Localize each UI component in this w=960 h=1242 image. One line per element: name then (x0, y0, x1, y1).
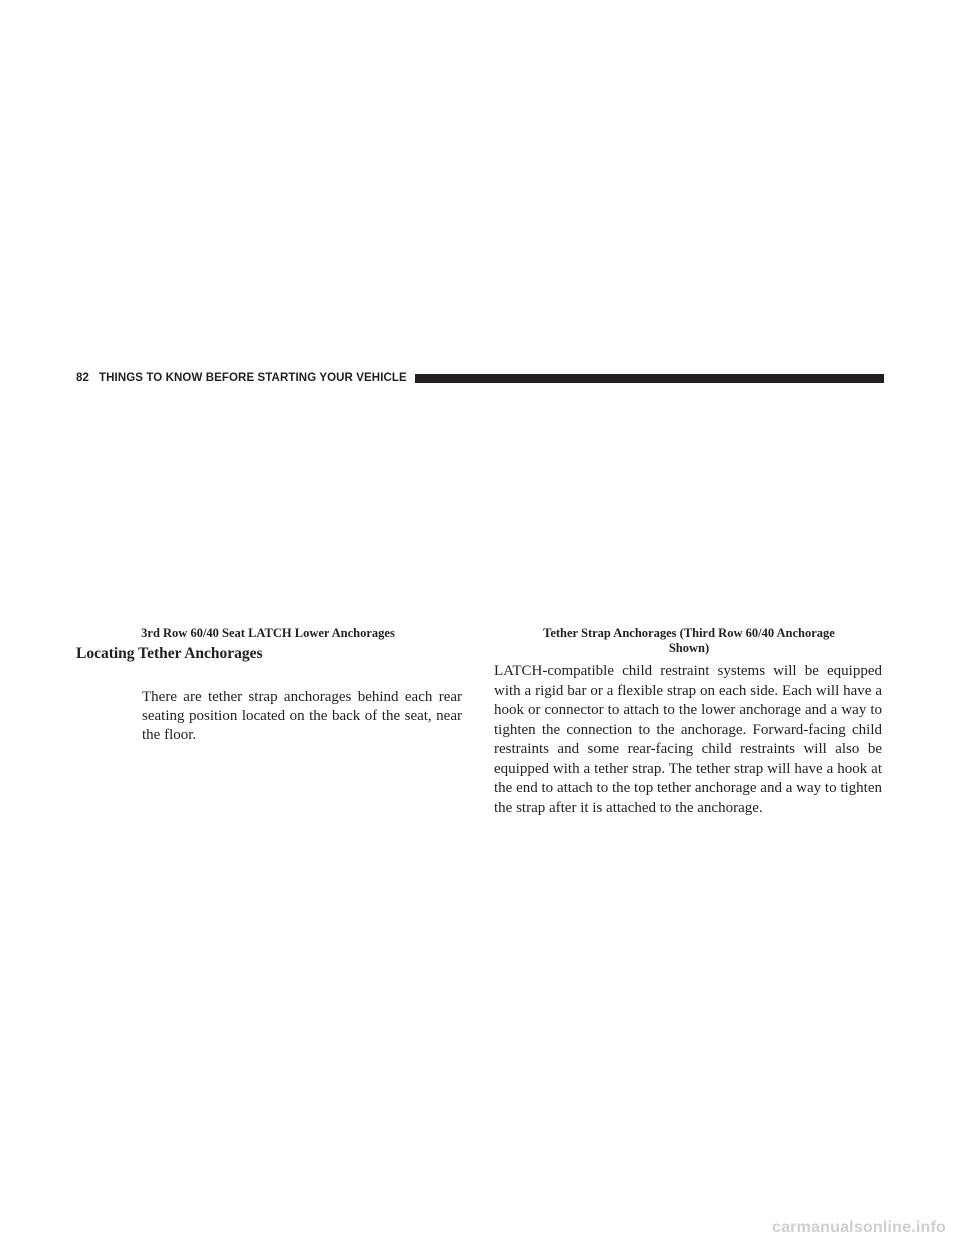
figure-caption-lower-anchorages: 3rd Row 60/40 Seat LATCH Lower Anchorages (141, 626, 395, 640)
latch-compatible-paragraph: LATCH-compatible child restraint systems will be equipped with a rigid bar or a flexible strap on each side. Each will have a hook or connector to attach to the lower anchorage and a way to tighten the connection to the anchorage. Forward-facing child restraints and some rear-facing child restraints will also be equipped with a tether strap. The tether strap will have a hook at the end to attach to the top tether anchorage and a way to tighten the strap after it is attached to the anchorage. (494, 663, 882, 816)
section-heading: Locating Tether Anchorages (76, 645, 263, 662)
page-number: 82 (76, 372, 89, 384)
section-title: THINGS TO KNOW BEFORE STARTING YOUR VEHICLE (99, 372, 407, 384)
caption-line-1: Tether Strap Anchorages (Third Row 60/40 Anchorage (543, 626, 835, 640)
figure-caption-tether-anchorages (494, 626, 884, 656)
caption-line-2: Shown) (668, 641, 710, 655)
tether-anchorage-paragraph: There are tether strap anchorages behind each rear seating position located on the back of the seat, near the floor. (142, 689, 462, 743)
header-rule (415, 374, 884, 383)
watermark: carmanualsonline.info (771, 1219, 946, 1236)
page-header (76, 371, 884, 385)
